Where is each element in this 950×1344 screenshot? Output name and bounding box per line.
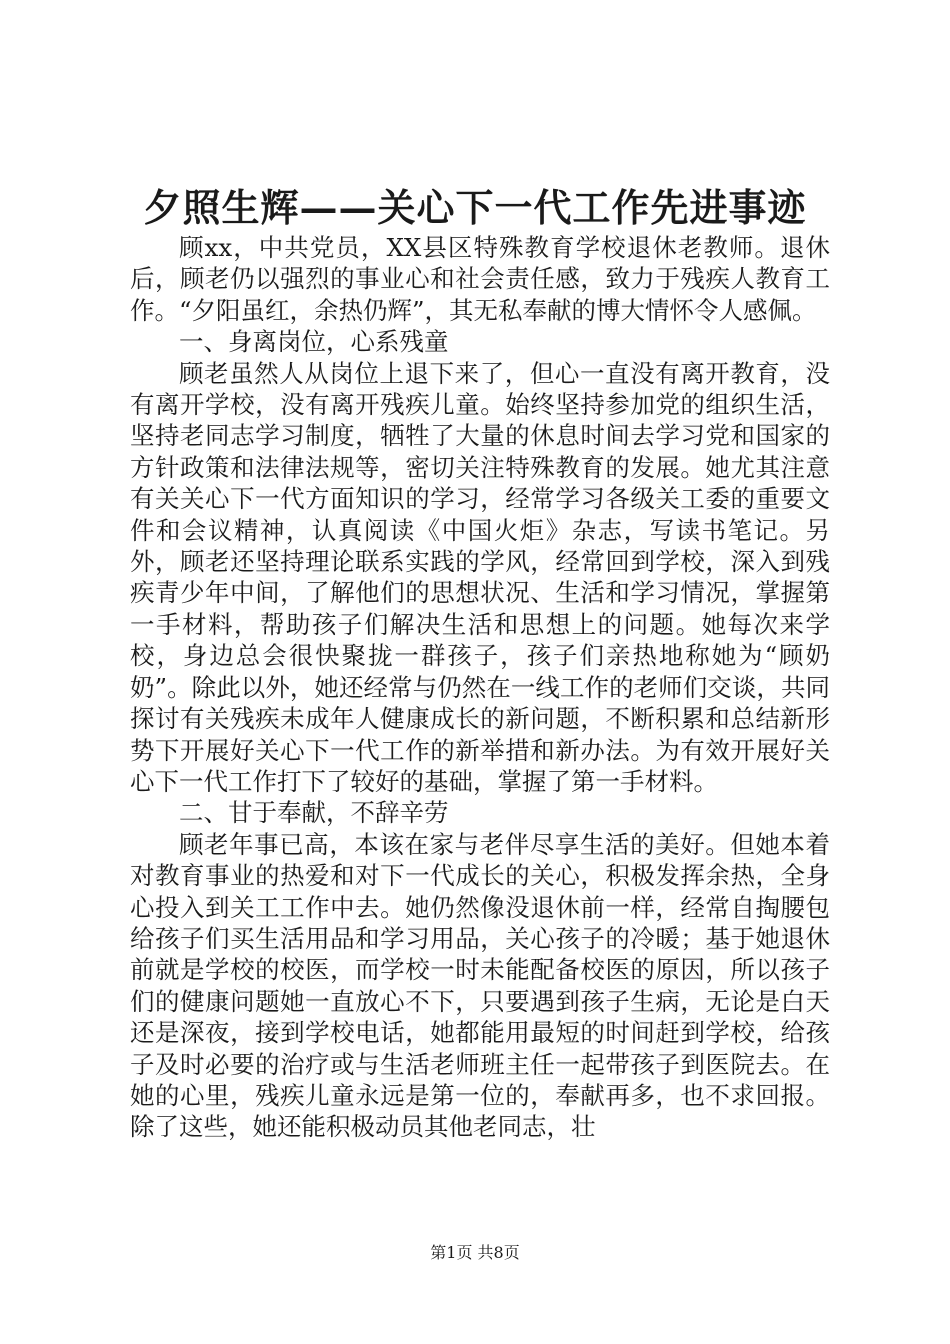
section-heading-1: 一、身离岗位，心系残童 (179, 327, 449, 357)
document-body (130, 232, 830, 1143)
intro-paragraph: 顾xx，中共党员，XX县区特殊教育学校退休老教师。退休后，顾老仍以强烈的事业心和社会责任感，致力于残疾人教育工作。“夕阳虽红，余热仍辉”，其无私奉献的博大情怀令人感佩。 (130, 233, 830, 325)
section-heading-2: 二、甘于奉献，不辞辛劳 (179, 798, 449, 828)
page-footer: 第1页 共8页 (430, 1243, 520, 1262)
section-2-paragraph: 顾老年事已高，本该在家与老伴尽享生活的美好。但她本着对教育事业的热爱和对下一代成长的关心，积极发挥余热，全身心投入到关工工作中去。她仍然像没退休前一样，经常自掏腰包给孩子们买生活用品和学习用品，关心孩子的冷暖；基于她退休前就是学校的校医，而学校一时未能配备校医的原因，所以孩子们的健康问题她一直放心不下，只要遇到孩子生病，无论是白天还是深夜，接到学校电话，她都能用最短的时间赶到学校，给孩子及时必要的治疗或与生活老师班主任一起带孩子到医院去。在她的心里，残疾儿童永远是第一位的，奉献再多，也不求回报。除了这些，她还能积极动员其他老同志，壮 (130, 829, 830, 1142)
section-1-paragraph: 顾老虽然人从岗位上退下来了，但心一直没有离开教育，没有离开学校，没有离开残疾儿童。始终坚持参加党的组织生活，坚持老同志学习制度，牺牲了大量的休息时间去学习党和国家的方针政策和法律法规等，密切关注特殊教育的发展。她尤其注意有关关心下一代方面知识的学习，经常学习各级关工委的重要文件和会议精神，认真阅读《中国火炬》杂志，写读书笔记。另外，顾老还坚持理论联系实践的学风，经常回到学校，深入到残疾青少年中间，了解他们的思想状况、生活和学习情况，掌握第一手材料，帮助孩子们解决生活和思想上的问题。她每次来学校，身边总会很快聚拢一群孩子，孩子们亲热地称她为“顾奶奶”。除此以外，她还经常与仍然在一线工作的老师们交谈，共同探讨有关残疾未成年人健康成长的新问题，不断积累和总结新形势下开展好关心下一代工作的新举措和新办法。为有效开展好关心下一代工作打下了较好的基础，掌握了第一手材料。 (130, 358, 830, 796)
document-title: 夕照生辉——关心下一代工作先进事迹 (143, 185, 807, 231)
